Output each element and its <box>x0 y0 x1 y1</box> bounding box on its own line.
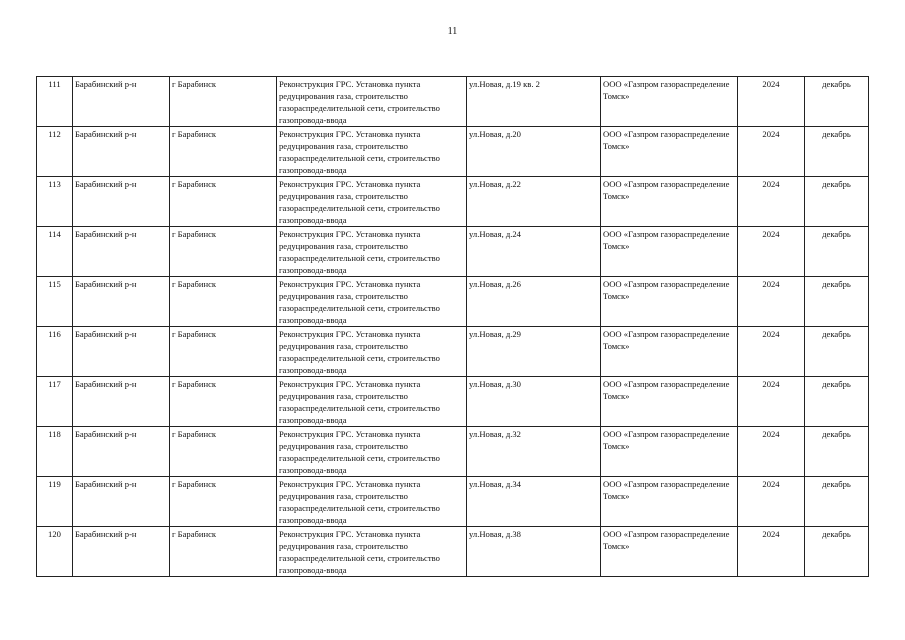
page-number: 11 <box>447 26 458 37</box>
organization-cell: ООО «Газпром газораспределение Томск» <box>601 527 738 577</box>
month-cell: декабрь <box>805 127 869 177</box>
city-cell: г Барабинск <box>170 227 277 277</box>
year-cell: 2024 <box>738 227 805 277</box>
organization-cell: ООО «Газпром газораспределение Томск» <box>601 327 738 377</box>
year-cell: 2024 <box>738 77 805 127</box>
row-number-cell: 117 <box>37 377 73 427</box>
city-cell: г Барабинск <box>170 277 277 327</box>
work-description-cell: Реконструкция ГРС. Установка пункта редуцирования газа, строительство газораспределительной сети, строительство газопровода-ввода <box>277 127 467 177</box>
city-cell: г Барабинск <box>170 477 277 527</box>
month-cell: декабрь <box>805 327 869 377</box>
row-number-cell: 118 <box>37 427 73 477</box>
address-cell: ул.Новая, д.19 кв. 2 <box>467 77 601 127</box>
organization-cell: ООО «Газпром газораспределение Томск» <box>601 177 738 227</box>
district-cell: Барабинский р-н <box>73 377 170 427</box>
table-row <box>37 227 869 277</box>
gasification-table <box>36 76 869 577</box>
row-number-cell: 114 <box>37 227 73 277</box>
work-description-cell: Реконструкция ГРС. Установка пункта редуцирования газа, строительство газораспределительной сети, строительство газопровода-ввода <box>277 277 467 327</box>
year-cell: 2024 <box>738 127 805 177</box>
row-number-cell: 119 <box>37 477 73 527</box>
work-description-cell: Реконструкция ГРС. Установка пункта редуцирования газа, строительство газораспределительной сети, строительство газопровода-ввода <box>277 377 467 427</box>
organization-cell: ООО «Газпром газораспределение Томск» <box>601 127 738 177</box>
month-cell: декабрь <box>805 477 869 527</box>
year-cell: 2024 <box>738 327 805 377</box>
address-cell: ул.Новая, д.34 <box>467 477 601 527</box>
address-cell: ул.Новая, д.29 <box>467 327 601 377</box>
table-row <box>37 127 869 177</box>
organization-cell: ООО «Газпром газораспределение Томск» <box>601 277 738 327</box>
year-cell: 2024 <box>738 277 805 327</box>
work-description-cell: Реконструкция ГРС. Установка пункта редуцирования газа, строительство газораспределительной сети, строительство газопровода-ввода <box>277 527 467 577</box>
row-number-cell: 120 <box>37 527 73 577</box>
district-cell: Барабинский р-н <box>73 527 170 577</box>
row-number-cell: 116 <box>37 327 73 377</box>
month-cell: декабрь <box>805 227 869 277</box>
row-number-cell: 115 <box>37 277 73 327</box>
work-description-cell: Реконструкция ГРС. Установка пункта редуцирования газа, строительство газораспределительной сети, строительство газопровода-ввода <box>277 177 467 227</box>
work-description-cell: Реконструкция ГРС. Установка пункта редуцирования газа, строительство газораспределительной сети, строительство газопровода-ввода <box>277 327 467 377</box>
table-row <box>37 427 869 477</box>
table-row <box>37 527 869 577</box>
table-row <box>37 177 869 227</box>
month-cell: декабрь <box>805 177 869 227</box>
organization-cell: ООО «Газпром газораспределение Томск» <box>601 477 738 527</box>
organization-cell: ООО «Газпром газораспределение Томск» <box>601 227 738 277</box>
year-cell: 2024 <box>738 477 805 527</box>
month-cell: декабрь <box>805 427 869 477</box>
table-row <box>37 377 869 427</box>
table-row <box>37 327 869 377</box>
month-cell: декабрь <box>805 527 869 577</box>
city-cell: г Барабинск <box>170 427 277 477</box>
city-cell: г Барабинск <box>170 327 277 377</box>
work-description-cell: Реконструкция ГРС. Установка пункта редуцирования газа, строительство газораспределительной сети, строительство газопровода-ввода <box>277 477 467 527</box>
table-row <box>37 277 869 327</box>
address-cell: ул.Новая, д.24 <box>467 227 601 277</box>
district-cell: Барабинский р-н <box>73 427 170 477</box>
district-cell: Барабинский р-н <box>73 327 170 377</box>
row-number-cell: 112 <box>37 127 73 177</box>
address-cell: ул.Новая, д.30 <box>467 377 601 427</box>
city-cell: г Барабинск <box>170 127 277 177</box>
address-cell: ул.Новая, д.26 <box>467 277 601 327</box>
work-description-cell: Реконструкция ГРС. Установка пункта редуцирования газа, строительство газораспределительной сети, строительство газопровода-ввода <box>277 77 467 127</box>
address-cell: ул.Новая, д.38 <box>467 527 601 577</box>
address-cell: ул.Новая, д.20 <box>467 127 601 177</box>
organization-cell: ООО «Газпром газораспределение Томск» <box>601 77 738 127</box>
organization-cell: ООО «Газпром газораспределение Томск» <box>601 427 738 477</box>
address-cell: ул.Новая, д.22 <box>467 177 601 227</box>
city-cell: г Барабинск <box>170 377 277 427</box>
month-cell: декабрь <box>805 77 869 127</box>
district-cell: Барабинский р-н <box>73 277 170 327</box>
year-cell: 2024 <box>738 427 805 477</box>
address-cell: ул.Новая, д.32 <box>467 427 601 477</box>
table-row <box>37 77 869 127</box>
city-cell: г Барабинск <box>170 177 277 227</box>
work-description-cell: Реконструкция ГРС. Установка пункта редуцирования газа, строительство газораспределительной сети, строительство газопровода-ввода <box>277 227 467 277</box>
city-cell: г Барабинск <box>170 77 277 127</box>
row-number-cell: 113 <box>37 177 73 227</box>
district-cell: Барабинский р-н <box>73 127 170 177</box>
district-cell: Барабинский р-н <box>73 477 170 527</box>
row-number-cell: 111 <box>37 77 73 127</box>
district-cell: Барабинский р-н <box>73 177 170 227</box>
district-cell: Барабинский р-н <box>73 227 170 277</box>
month-cell: декабрь <box>805 277 869 327</box>
month-cell: декабрь <box>805 377 869 427</box>
year-cell: 2024 <box>738 177 805 227</box>
city-cell: г Барабинск <box>170 527 277 577</box>
table-row <box>37 477 869 527</box>
year-cell: 2024 <box>738 527 805 577</box>
organization-cell: ООО «Газпром газораспределение Томск» <box>601 377 738 427</box>
district-cell: Барабинский р-н <box>73 77 170 127</box>
year-cell: 2024 <box>738 377 805 427</box>
work-description-cell: Реконструкция ГРС. Установка пункта редуцирования газа, строительство газораспределительной сети, строительство газопровода-ввода <box>277 427 467 477</box>
